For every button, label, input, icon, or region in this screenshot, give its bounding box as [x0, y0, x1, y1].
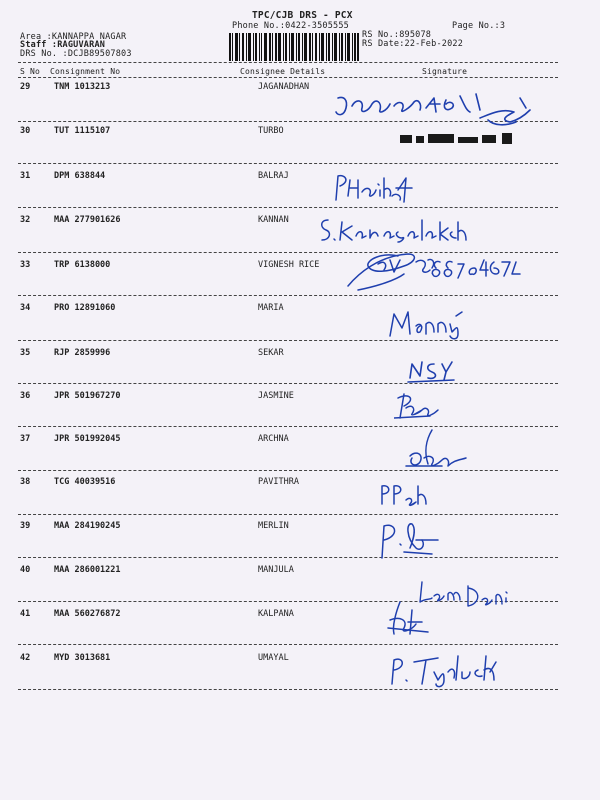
signature-row-38 — [376, 480, 436, 510]
signature-row-31 — [332, 170, 422, 206]
row-consignment: MYD 3013681 — [54, 653, 111, 663]
row-consignee: JAGANADHAN — [258, 82, 310, 92]
row-consignee: TURBO — [258, 126, 284, 136]
row-divider — [18, 644, 558, 645]
column-header-signature: Signature — [422, 67, 468, 76]
barcode — [229, 33, 359, 61]
row-sno: 31 — [20, 171, 31, 181]
row-consignee: KANNAN — [258, 215, 289, 225]
signature-row-37 — [402, 426, 472, 474]
table-row — [0, 521, 600, 561]
row-sno: 30 — [20, 126, 31, 136]
header-divider — [18, 62, 558, 63]
row-sno: 33 — [20, 260, 31, 270]
row-sno: 34 — [20, 303, 31, 313]
signature-row-32 — [318, 214, 468, 246]
table-row — [0, 303, 600, 343]
area-label: Area :KANNAPPA NAGAR — [20, 32, 127, 42]
column-header-consignee: Consignee Details — [240, 67, 326, 76]
column-header-sno: S No — [20, 67, 41, 76]
row-consignee: PAVITHRA — [258, 477, 299, 487]
signature-row-35 — [406, 358, 460, 384]
phone-number: Phone No.:0422-3505555 — [232, 21, 349, 31]
table-row — [0, 434, 600, 474]
row-sno: 29 — [20, 82, 31, 92]
row-divider — [18, 514, 558, 515]
staff-label: Staff :RAGUVARAN — [20, 40, 106, 50]
signature-row-41 — [386, 598, 446, 638]
row-consignment: TNM 1013213 — [54, 82, 111, 92]
row-sno: 39 — [20, 521, 31, 531]
row-consignment: MAA 284190245 — [54, 521, 121, 531]
row-divider — [18, 340, 558, 341]
signature-row-36 — [394, 390, 450, 422]
row-consignee: UMAYAL — [258, 653, 289, 663]
table-row — [0, 391, 600, 431]
row-consignment: TUT 1115107 — [54, 126, 111, 136]
row-divider — [18, 383, 558, 384]
row-divider — [18, 557, 558, 558]
stamp-smudge — [398, 132, 518, 146]
row-sno: 42 — [20, 653, 31, 663]
drs-number: DRS No. :DCJB89507803 — [20, 49, 132, 59]
row-consignment: MAA 277901626 — [54, 215, 121, 225]
signature-row-42 — [386, 650, 506, 690]
row-divider — [18, 163, 558, 164]
row-consignment: TRP 6138000 — [54, 260, 111, 270]
row-sno: 36 — [20, 391, 31, 401]
row-sno: 41 — [20, 609, 31, 619]
row-consignee: MANJULA — [258, 565, 294, 575]
table-row — [0, 477, 600, 517]
page-number: Page No.:3 — [452, 21, 506, 31]
row-consignee: BALRAJ — [258, 171, 289, 181]
table-row — [0, 348, 600, 388]
row-sno: 35 — [20, 348, 31, 358]
row-sno: 38 — [20, 477, 31, 487]
row-consignment: JPR 501967270 — [54, 391, 121, 401]
row-consignee: JASMINE — [258, 391, 294, 401]
row-consignee: ARCHNA — [258, 434, 289, 444]
row-consignee: MARIA — [258, 303, 284, 313]
table-row — [0, 653, 600, 693]
row-consignment: MAA 286001221 — [54, 565, 121, 575]
table-row — [0, 609, 600, 649]
row-divider — [18, 207, 558, 208]
row-consignment: JPR 501992045 — [54, 434, 121, 444]
signature-row-39 — [376, 518, 446, 564]
signature-row-34 — [386, 306, 466, 340]
signature-row-33 — [338, 246, 528, 296]
row-consignee: KALPANA — [258, 609, 294, 619]
row-consignee: SEKAR — [258, 348, 284, 358]
rs-date: RS Date:22-Feb-2022 — [362, 39, 464, 49]
row-sno: 32 — [20, 215, 31, 225]
row-consignee: VIGNESH RICE — [258, 260, 320, 270]
row-divider — [18, 470, 558, 471]
column-header-divider — [18, 77, 558, 78]
row-sno: 37 — [20, 434, 31, 444]
row-consignment: PRO 12891060 — [54, 303, 116, 313]
document-title: TPC/CJB DRS - PCX — [252, 10, 353, 21]
row-consignment: RJP 2859996 — [54, 348, 111, 358]
rs-number: RS No.:895078 — [362, 30, 432, 40]
row-consignment: TCG 40039516 — [54, 477, 116, 487]
table-row — [0, 565, 600, 605]
table-row — [0, 171, 600, 211]
row-consignment: DPM 638844 — [54, 171, 106, 181]
row-divider — [18, 426, 558, 427]
row-sno: 40 — [20, 565, 31, 575]
row-consignee: MERLIN — [258, 521, 289, 531]
row-consignment: MAA 560276872 — [54, 609, 121, 619]
column-header-consignment: Consignment No — [50, 67, 121, 76]
